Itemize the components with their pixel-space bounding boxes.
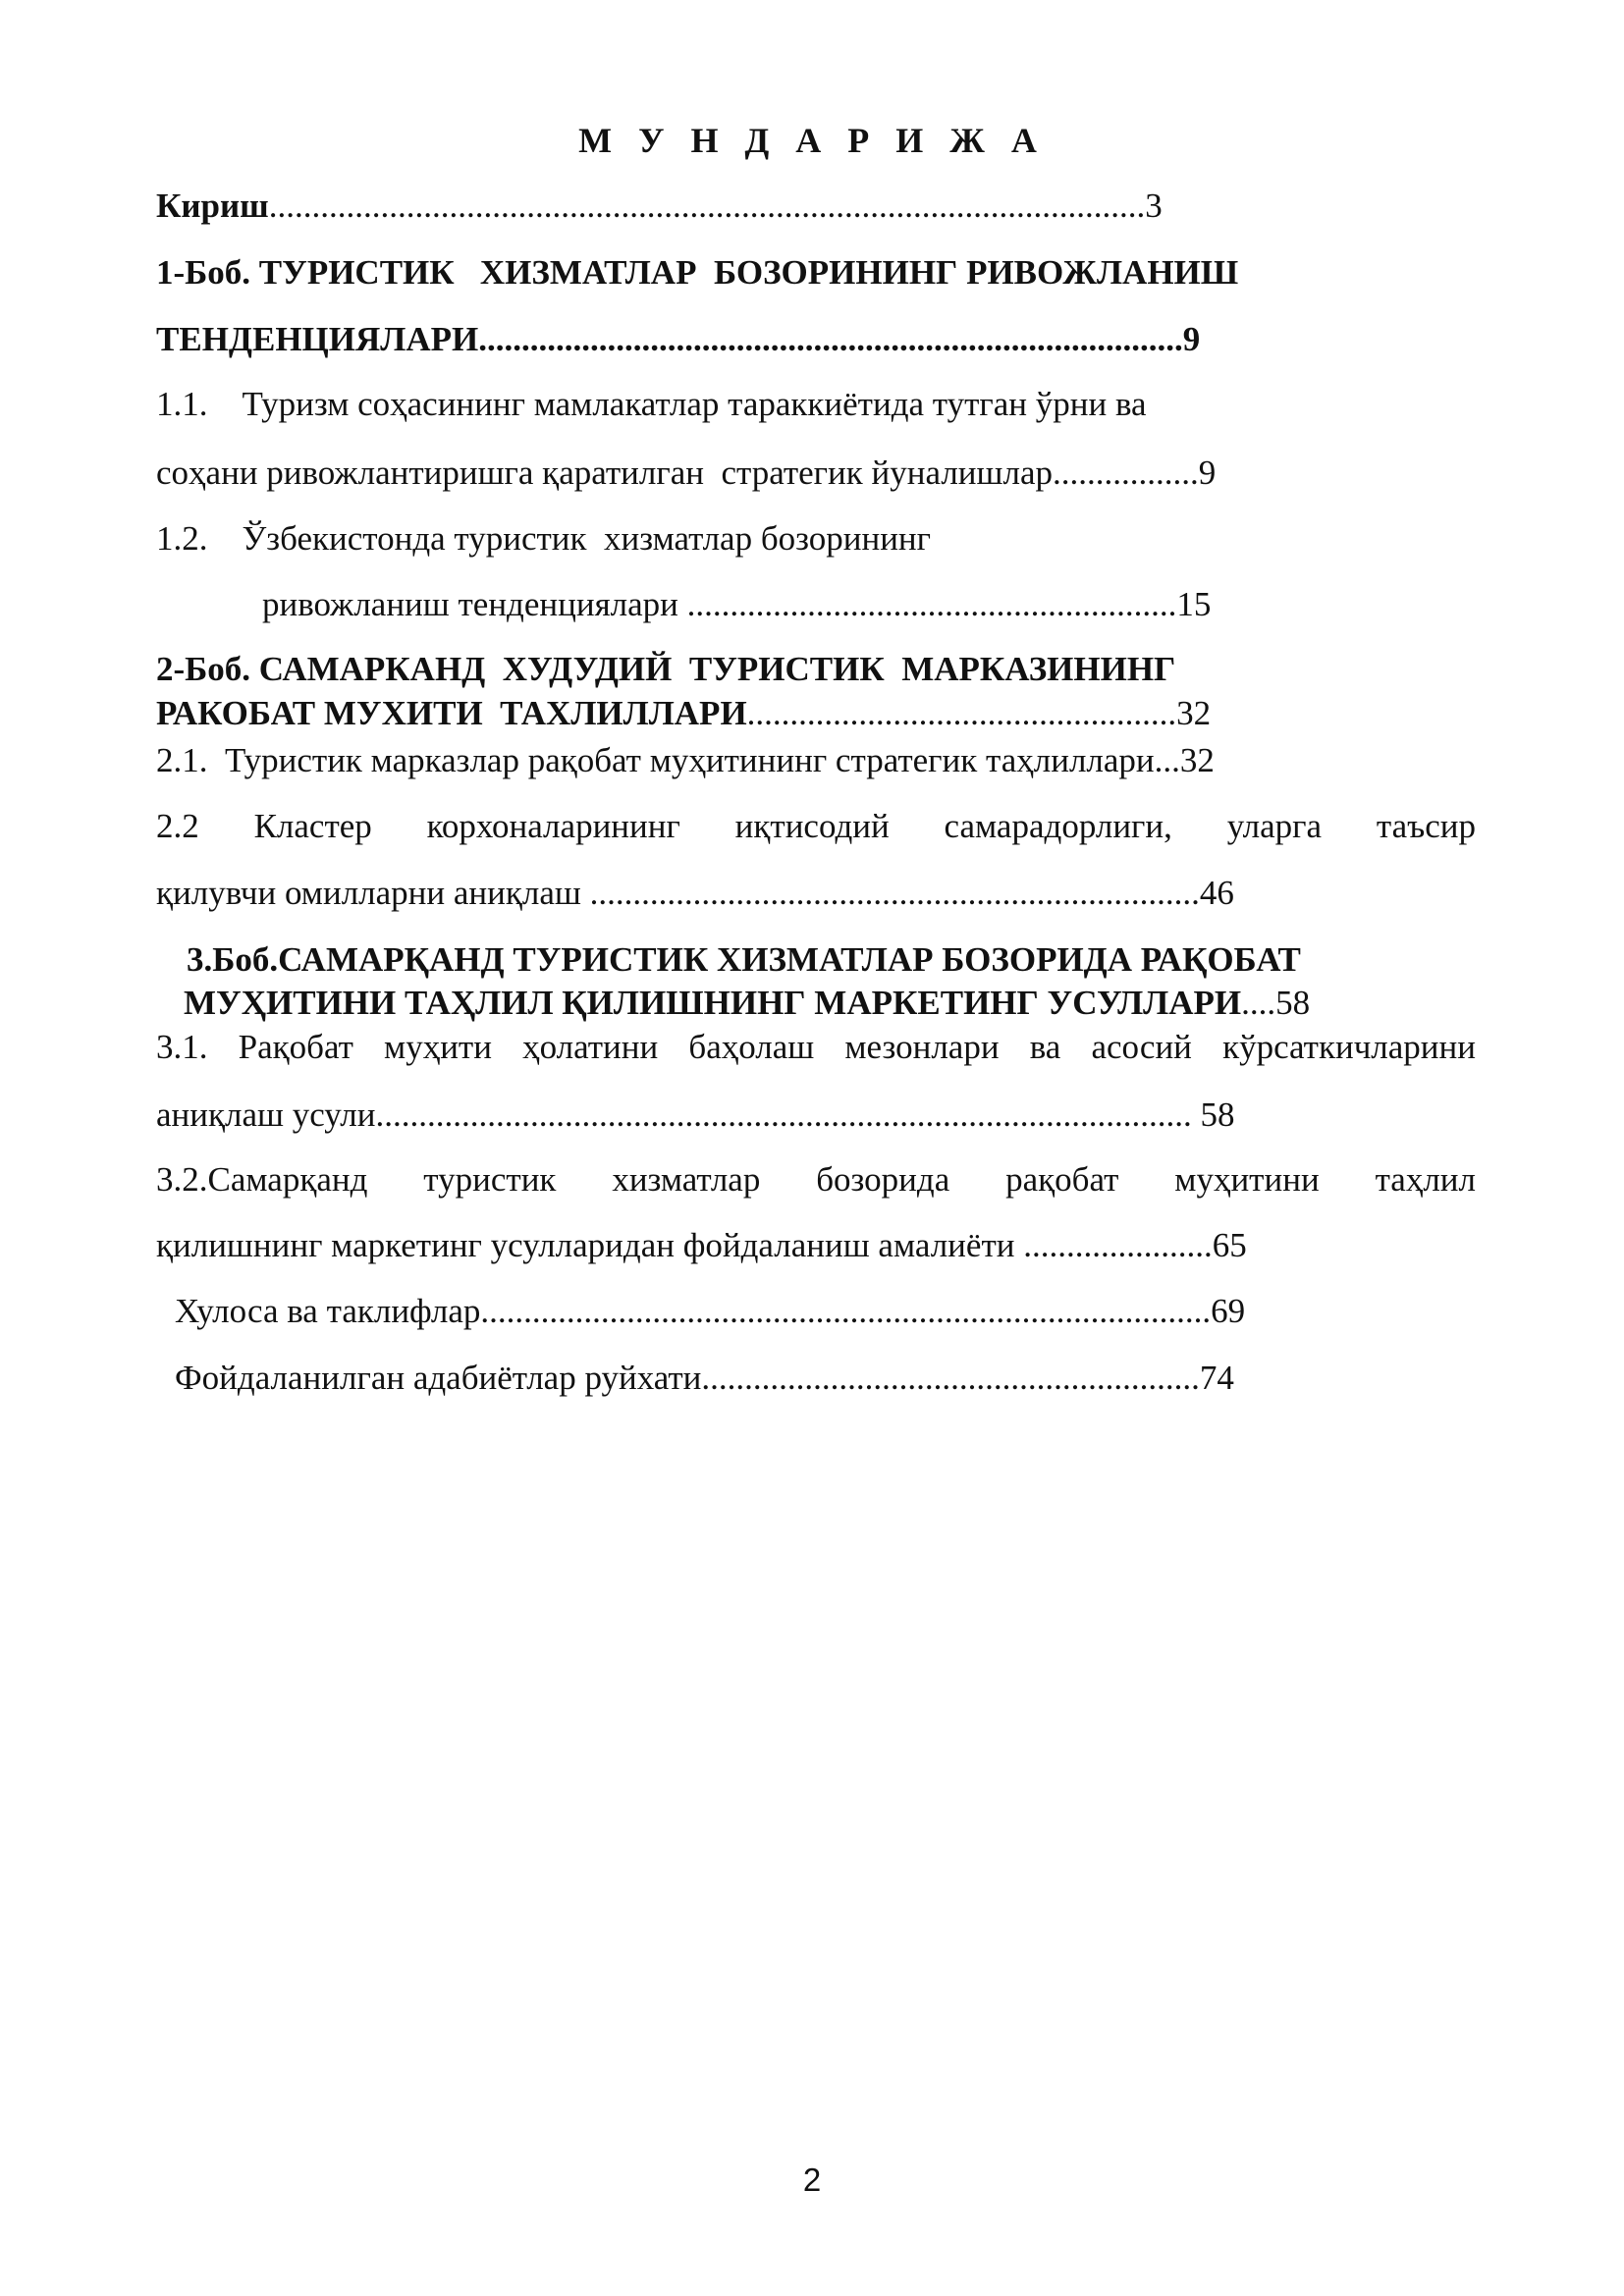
toc-entry-section-1-2	[262, 585, 1211, 624]
toc-entry-label: Фойдаланилган адабиётлар руйхати	[175, 1359, 702, 1397]
toc-leader-dots: ..........................................................	[701, 1359, 1200, 1397]
toc-entry-label: ривожланиш тенденциялари	[262, 585, 687, 623]
toc-section-1-1-heading: 1.1. Туризм соҳасининг мамлакатлар тараккиётида тутган ўрни ва	[156, 385, 1147, 423]
toc-page-number: 32	[1179, 741, 1215, 779]
toc-entry-section-2-2	[156, 874, 1234, 913]
toc-page-number: 74	[1199, 1359, 1234, 1397]
toc-page-number: 46	[1199, 874, 1234, 912]
toc-entry-label: аниқлаш усули	[156, 1095, 376, 1134]
toc-leader-dots: ...............................................................................................	[375, 1095, 1192, 1134]
toc-entry-label: Хулоса ва таклифлар	[175, 1292, 481, 1330]
toc-leader-dots: ......................	[1023, 1226, 1213, 1264]
toc-entry-section-3-1	[156, 1095, 1234, 1135]
toc-entry-label: МУҲИТИНИ ТАҲЛИЛ ҚИЛИШНИНГ МАРКЕТИНГ УСУЛЛАРИ	[184, 984, 1242, 1022]
toc-entry-label: соҳани ривожлантиришга қаратилган стратегик йуналишлар	[156, 454, 1053, 492]
toc-entry-label: РАКОБАТ МУХИТИ ТАХЛИЛЛАРИ	[156, 694, 747, 732]
toc-leader-dots: ..................................................................................	[478, 320, 1183, 358]
toc-entry-label: қилишнинг маркетинг усулларидан фойдаланиш амалиёти	[156, 1226, 1024, 1264]
toc-entry-label: қилувчи омилларни аниқлаш	[156, 874, 590, 912]
toc-entry-label: 2.1. Туристик марказлар рақобат муҳитининг стратегик таҳлиллари	[156, 741, 1155, 779]
toc-entry-section-1-1	[156, 454, 1216, 493]
toc-page-number: 58	[1275, 984, 1311, 1022]
toc-entry-label: ТЕНДЕНЦИЯЛАРИ	[156, 320, 479, 358]
toc-title: М У Н Д А Р И Ж А	[578, 121, 1046, 160]
toc-page-number: 15	[1176, 585, 1212, 623]
toc-entry-section-2-1	[156, 741, 1215, 780]
toc-page-number: 9	[1198, 454, 1217, 492]
toc-page-number: 3	[1145, 187, 1163, 225]
toc-chapter-1-heading: 1-Боб. ТУРИСТИК ХИЗМАТЛАР БОЗОРИНИНГ РИВОЖЛАНИШ	[156, 253, 1239, 292]
toc-leader-dots: .........................................................	[686, 585, 1177, 623]
toc-leader-dots: ..................................................	[746, 694, 1177, 732]
toc-page-number: 58	[1191, 1095, 1235, 1134]
page-number: 2	[802, 2162, 822, 2198]
toc-section-3-1-heading: 3.1. Рақобат муҳити ҳолатини баҳолаш мезонлари ва асосий кўрсаткичларини	[156, 1028, 1476, 1066]
toc-entry-conclusions	[175, 1292, 1245, 1331]
toc-entry-intro	[156, 187, 1163, 226]
toc-entry-chapter-3	[184, 984, 1310, 1023]
toc-leader-dots: ....	[1241, 984, 1276, 1022]
toc-page-number: 9	[1182, 320, 1201, 358]
toc-page-number: 69	[1211, 1292, 1246, 1330]
toc-leader-dots: .................	[1052, 454, 1199, 492]
toc-entry-chapter-2	[156, 694, 1211, 733]
toc-page-number: 32	[1176, 694, 1212, 732]
toc-entry-label: Кириш	[156, 187, 269, 225]
toc-chapter-3-heading: 3.Боб.САМАРҚАНД ТУРИСТИК ХИЗМАТЛАР БОЗОРИДА РАҚОБАТ	[187, 940, 1301, 979]
toc-section-1-2-heading: 1.2. Ўзбекистонда туристик хизматлар бозорининг	[156, 519, 932, 558]
toc-entry-section-3-2	[156, 1226, 1247, 1265]
toc-leader-dots: .....................................................................................	[480, 1292, 1212, 1330]
toc-section-2-2-heading: 2.2 Кластер корхоналарининг иқтисодий самарадорлиги, уларга таъсир	[156, 807, 1476, 845]
toc-leader-dots: ......................................................................................................	[268, 187, 1146, 225]
toc-entry-chapter-1	[156, 320, 1200, 359]
toc-chapter-2-heading: 2-Боб. САМАРКАНД ХУДУДИЙ ТУРИСТИК МАРКАЗИНИНГ	[156, 650, 1176, 688]
toc-entry-references	[175, 1359, 1234, 1398]
toc-section-3-2-heading: 3.2.Самарқанд туристик хизматлар бозорида рақобат муҳитини таҳлил	[156, 1160, 1476, 1199]
toc-leader-dots: .......................................................................	[589, 874, 1200, 912]
toc-leader-dots: ...	[1154, 741, 1180, 779]
toc-page-number: 65	[1212, 1226, 1247, 1264]
